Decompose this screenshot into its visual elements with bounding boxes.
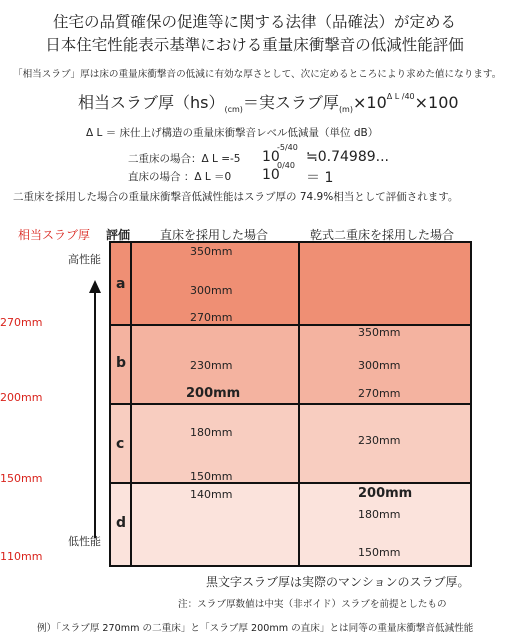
col1-c-150: 150mm xyxy=(190,470,233,483)
grade-a: a xyxy=(116,276,126,292)
axis-tick-150: 150mm xyxy=(0,472,43,485)
band-a xyxy=(111,243,470,325)
grade-column-divider xyxy=(130,243,132,565)
col2-b-350: 350mm xyxy=(358,326,401,339)
intro-text: 「相当スラブ」厚は床の重量床衝撃音の低減に有効な厚さとして、次に定めるところにより求めた値になります。 xyxy=(13,69,502,80)
col2-b-300: 300mm xyxy=(358,359,401,372)
col1-c-180: 180mm xyxy=(190,426,233,439)
case-direct-label: 直床の場合 ：Δ L ＝0 xyxy=(128,171,232,183)
col1-a-350: 350mm xyxy=(190,245,233,258)
case-double-exp: -5/40 xyxy=(277,143,298,152)
divider-a-b xyxy=(111,324,470,326)
column-divider xyxy=(298,243,300,565)
title-line-1: 住宅の品質確保の促進等に関する法律（品確法）が定める xyxy=(52,13,456,31)
col1-d-140: 140mm xyxy=(190,488,233,501)
case-direct-exp: 0/40 xyxy=(277,161,295,170)
band-b xyxy=(111,325,470,404)
footnote-example: 例）「スラブ厚 270mm の二重床」と「スラブ厚 200mm の直床」とは同等の重量床衝撃音低減性能 xyxy=(37,623,474,634)
footnote-main: 黒文字スラブ厚は実際のマンションのスラブ厚。 xyxy=(206,575,470,589)
performance-axis-line xyxy=(94,292,96,538)
col1-b-200: 200mm xyxy=(186,386,241,401)
delta-l-definition: Δ L ＝ 床仕上げ構造の重量床衝撃音レベル低減量（単位 dB） xyxy=(86,127,379,139)
divider-b-c xyxy=(111,403,470,405)
formula-lhs-unit: (cm) xyxy=(224,105,243,114)
col2-header: 乾式二重床を採用した場合 xyxy=(310,228,455,242)
formula-exponent: Δ L /40 xyxy=(386,92,415,101)
formula-rhs-unit: (m) xyxy=(338,105,353,114)
formula-lhs: 相当スラブ厚（hs） xyxy=(78,93,225,112)
band-c xyxy=(111,404,470,483)
col2-b-270: 270mm xyxy=(358,387,401,400)
low-performance-label: 低性能 xyxy=(68,535,101,548)
band-d xyxy=(111,483,470,565)
col1-b-230: 230mm xyxy=(190,359,233,372)
summary-text: 二重床を採用した場合の重量床衝撃音低減性能はスラブ厚の 74.9%相当として評価されます。 xyxy=(13,191,459,203)
slab-formula xyxy=(78,90,459,114)
title-line-2: 日本住宅性能表示基準における重量床衝撃音の低減性能評価 xyxy=(45,36,464,54)
col2-c-230: 230mm xyxy=(358,434,401,447)
formula-eq: ＝実スラブ厚 xyxy=(242,93,339,112)
evaluation-table xyxy=(109,241,472,567)
case-direct-result: ＝ 1 xyxy=(306,170,334,186)
formula-times100: ×100 xyxy=(414,93,459,112)
col2-d-180: 180mm xyxy=(358,508,401,521)
axis-header: 相当スラブ厚 xyxy=(18,228,91,242)
case-double-result: ≒0.74989... xyxy=(306,149,389,165)
grade-b: b xyxy=(116,355,127,371)
formula-times10: ×10 xyxy=(352,93,387,112)
col1-header: 直床を採用した場合 xyxy=(160,228,269,242)
grade-d: d xyxy=(116,515,127,531)
case-direct-base: 10 xyxy=(262,167,280,183)
footnote-note: 注：スラブ厚数値は中実（非ボイド）スラブを前提としたもの xyxy=(178,599,447,610)
grade-header: 評価 xyxy=(106,228,131,242)
case-double-base: 10 xyxy=(262,149,280,165)
divider-c-d xyxy=(111,482,470,484)
axis-tick-110: 110mm xyxy=(0,550,43,563)
axis-tick-200: 200mm xyxy=(0,391,43,404)
high-performance-label: 高性能 xyxy=(68,253,101,266)
col2-d-200: 200mm xyxy=(358,486,413,501)
col1-a-300: 300mm xyxy=(190,284,233,297)
col1-a-270: 270mm xyxy=(190,311,233,324)
col2-d-150: 150mm xyxy=(358,546,401,559)
axis-tick-270: 270mm xyxy=(0,316,43,329)
case-double-label: 二重床の場合：Δ L =-5 xyxy=(128,153,241,165)
grade-c: c xyxy=(116,436,125,452)
